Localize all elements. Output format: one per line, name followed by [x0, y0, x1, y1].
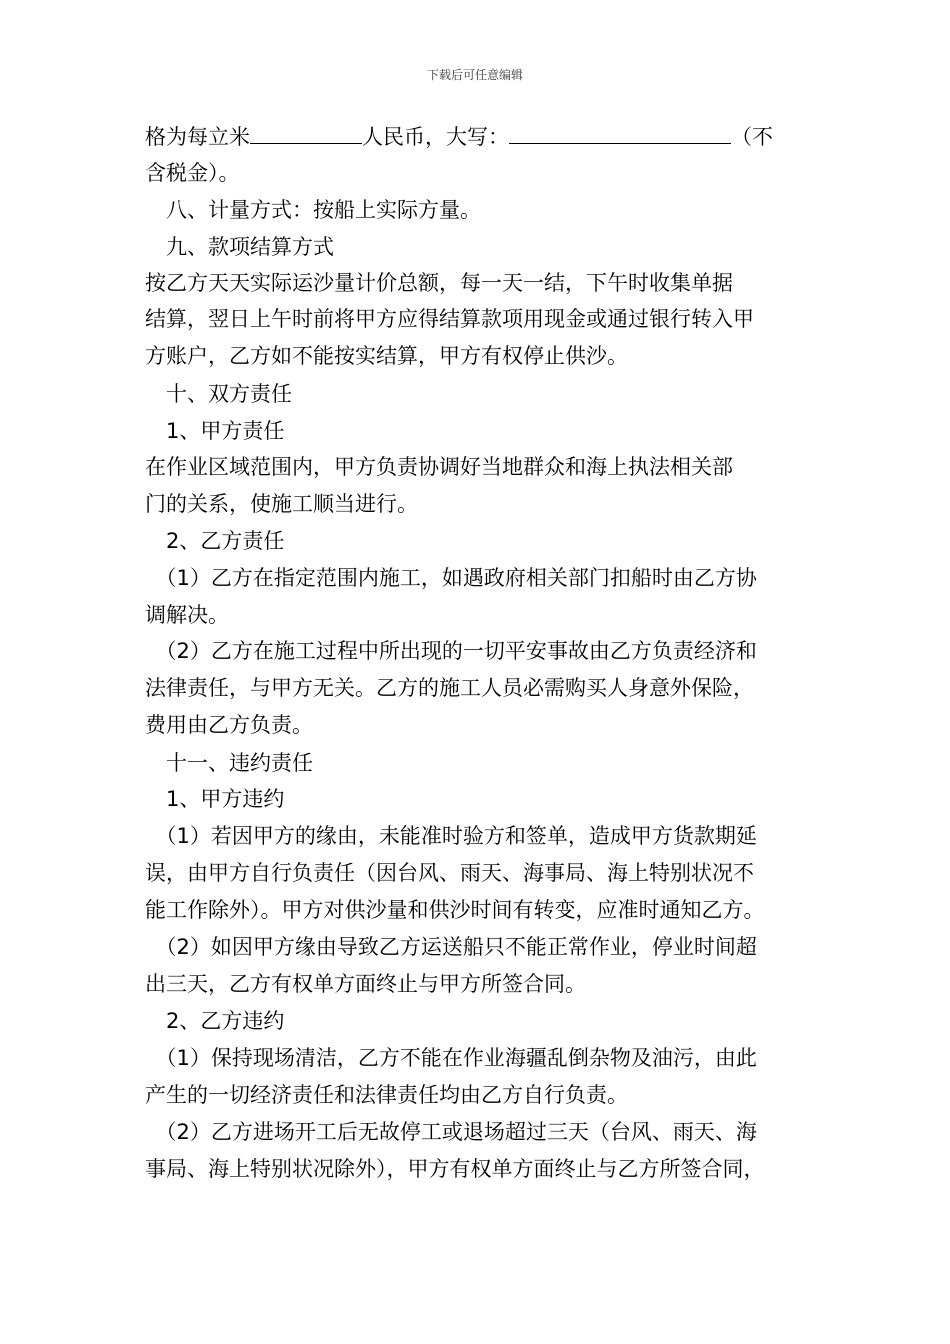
text-line-22: 能工作除外）。甲方对供沙量和供沙时间有转变，应准时通知乙方。 — [145, 898, 765, 922]
text-line-18: 十一、违约责任 — [145, 751, 313, 775]
text-line-7: 方账户，乙方如不能按实结算，甲方有权停止供沙。 — [145, 344, 628, 368]
text-middle: 人民币，大写： — [362, 125, 509, 149]
text-line-19: 1、甲方违约 — [145, 787, 285, 811]
text-line-9: 1、甲方责任 — [145, 419, 285, 443]
text-line-23: （2）如因甲方缘由导致乙方运送船只不能正常作业，停业时间超 — [145, 935, 757, 959]
text-line-12: 2、乙方责任 — [145, 529, 285, 553]
text-line-20: （1）若因甲方的缘由，未能准时验方和签单，造成甲方货款期延 — [145, 824, 757, 848]
text-line-27: 产生的一切经济责任和法律责任均由乙方自行负责。 — [145, 1083, 628, 1107]
text-line-17: 费用由乙方负责。 — [145, 713, 313, 737]
text-suffix: （不 — [731, 125, 773, 149]
text-line-29: 事局、海上特别状况除外），甲方有权单方面终止与乙方所签合同， — [145, 1157, 765, 1181]
text-line-5: 按乙方天天实际运沙量计价总额，每一天一结，下午时收集单据 — [145, 271, 733, 295]
text-line-25: 2、乙方违约 — [145, 1009, 285, 1033]
text-line-13: （1）乙方在指定范围内施工，如遇政府相关部门扣船时由乙方协 — [145, 566, 757, 590]
text-line-16: 法律责任，与甲方无关。乙方的施工人员必需购买人身意外保险， — [145, 676, 754, 700]
text-line-24: 出三天，乙方有权单方面终止与甲方所签合同。 — [145, 972, 586, 996]
text-line-2: 含税金）。 — [145, 161, 240, 185]
text-line-15: （2）乙方在施工过程中所出现的一切平安事故由乙方负责经济和 — [145, 639, 757, 663]
amount-blank — [509, 123, 731, 144]
text-prefix: 格为每立米 — [145, 125, 250, 149]
text-line-6: 结算，翌日上午时前将甲方应得结算款项用现金或通过银行转入甲 — [145, 307, 754, 331]
text-line-8: 十、双方责任 — [145, 382, 292, 406]
text-line-3: 八、计量方式：按船上实际方量。 — [145, 198, 481, 222]
page-header: 下载后可任意编辑 — [426, 68, 523, 82]
text-line-14: 调解决。 — [145, 603, 229, 627]
text-line-26: （1）保持现场清洁，乙方不能在作业海疆乱倒杂物及油污，由此 — [145, 1046, 757, 1070]
price-blank — [250, 123, 362, 144]
text-line-11: 门的关系，使施工顺当进行。 — [145, 492, 418, 516]
text-line-4: 九、款项结算方式 — [145, 235, 334, 259]
text-line-10: 在作业区域范围内，甲方负责协调好当地群众和海上执法相关部 — [145, 455, 733, 479]
text-line-28: （2）乙方进场开工后无故停工或退场超过三天（台风、雨天、海 — [145, 1120, 757, 1144]
text-line-21: 误，由甲方自行负责任（因台风、雨天、海事局、海上特别状况不 — [145, 861, 754, 885]
text-line-1 — [145, 122, 773, 152]
